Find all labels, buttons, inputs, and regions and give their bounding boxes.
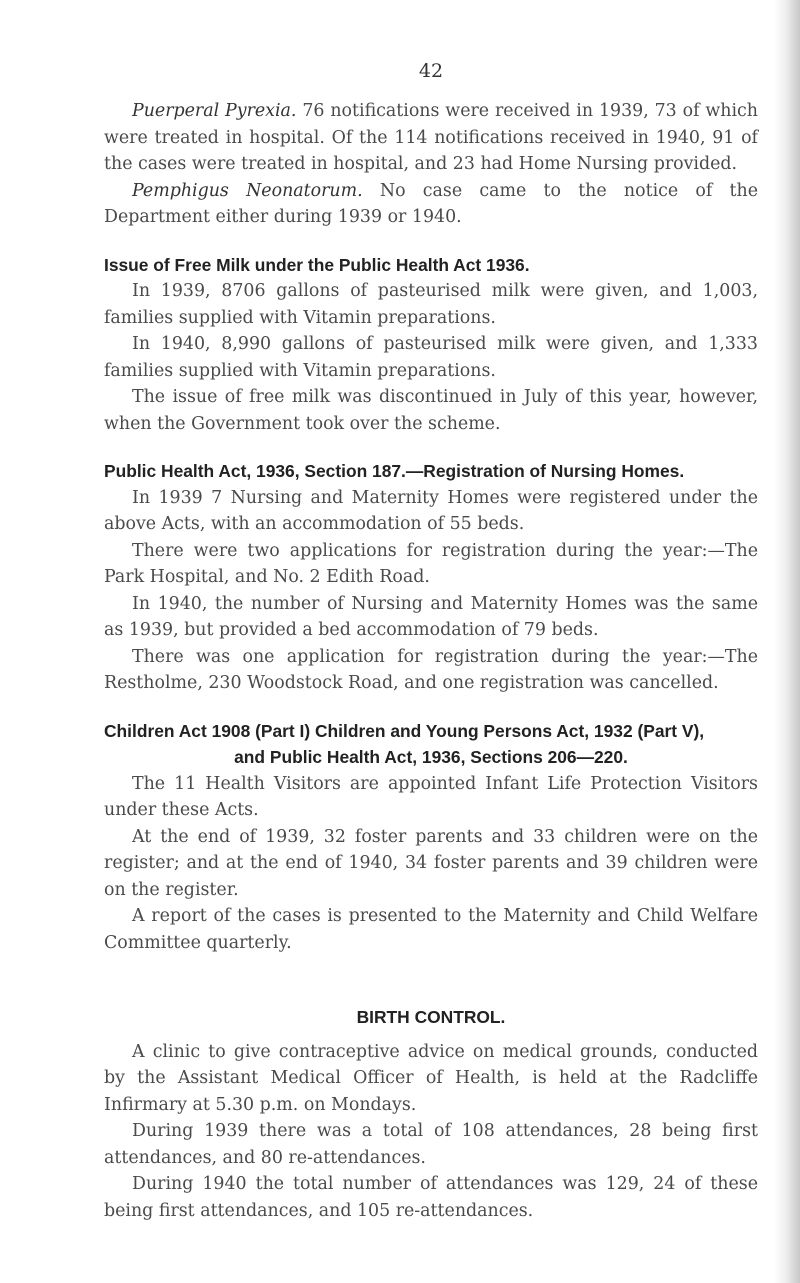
- paragraph: In 1940, 8,990 gallons of pasteurised milk were given, and 1,333 families supplied with Vitamin preparations.: [104, 334, 758, 381]
- puerperal-title: Puerperal Pyrexia.: [132, 101, 297, 121]
- paragraph: During 1940 the total number of attendances was 129, 24 of these being first attendances, and 105 re-attendances.: [104, 1174, 758, 1221]
- nursing-homes-heading-title: —Registration of Nursing Homes.: [405, 461, 685, 481]
- nursing-homes-heading-act: Public Health Act, 1936, Section 187.: [104, 461, 406, 481]
- paragraph: At the end of 1939, 32 foster parents and 33 children were on the register; and at the end of 1940, 34 foster parents and 39 children were on the register.: [104, 826, 758, 900]
- paragraph: There was one application for registration during the year:—The Restholme, 230 Woodstock Road, and one registration was cancelled.: [104, 646, 758, 693]
- document-page: [104, 60, 758, 1224]
- paragraph: A report of the cases is presented to the Maternity and Child Welfare Committee quarterly.: [104, 906, 758, 953]
- paragraph: The 11 Health Visitors are appointed Infant Life Protection Visitors under these Acts.: [104, 773, 758, 820]
- pemphigus-text: No case came to the notice of the Department either during 1939 or 1940.: [104, 180, 759, 227]
- nursing-homes-heading: [104, 458, 758, 485]
- page-edge-shadow: [774, 0, 800, 1283]
- paragraph: In 1939, 8706 gallons of pasteurised milk were given, and 1,003, families supplied with Vitamin preparations.: [104, 281, 758, 328]
- puerperal-paragraph: [104, 98, 758, 178]
- paragraph: During 1939 there was a total of 108 attendances, 28 being first attendances, and 80 re-attendances.: [104, 1121, 758, 1168]
- paragraph: The issue of free milk was discontinued in July of this year, however, when the Government took over the scheme.: [104, 387, 758, 434]
- paragraph: A clinic to give contraceptive advice on medical grounds, conducted by the Assistant Medical Officer of Health, is held at the Radcliffe Infirmary at 5.30 p.m. on Mondays.: [104, 1041, 758, 1115]
- children-act-heading-line2: and Public Health Act, 1936, Sections 206—220.: [234, 747, 628, 767]
- puerperal-text: 76 notifications were received in 1939, 73 of which were treated in hospital. Of the 114 notifications received in 1940, 91 of the cases were treated in hospital, and 23 had Home Nursing provided.: [104, 101, 758, 174]
- paragraph: In 1940, the number of Nursing and Maternity Homes was the same as 1939, but provided a bed accommodation of 79 beds.: [104, 593, 758, 640]
- paragraph: In 1939 7 Nursing and Maternity Homes were registered under the above Acts, with an accommodation of 55 beds.: [104, 487, 758, 534]
- children-act-heading-line1: Children Act 1908 (Part I) Children and Young Persons Act, 1932 (Part V),: [104, 720, 705, 741]
- pemphigus-title: Pemphigus Neonatorum.: [132, 180, 363, 201]
- birth-control-heading: BIRTH CONTROL.: [356, 1007, 506, 1027]
- paragraph: There were two applications for registration during the year:—The Park Hospital, and No. 2 Edith Road.: [104, 540, 758, 587]
- page-number: 42: [418, 60, 444, 82]
- pemphigus-paragraph: [104, 178, 758, 231]
- free-milk-heading: Issue of Free Milk under the Public Health Act 1936.: [104, 254, 530, 275]
